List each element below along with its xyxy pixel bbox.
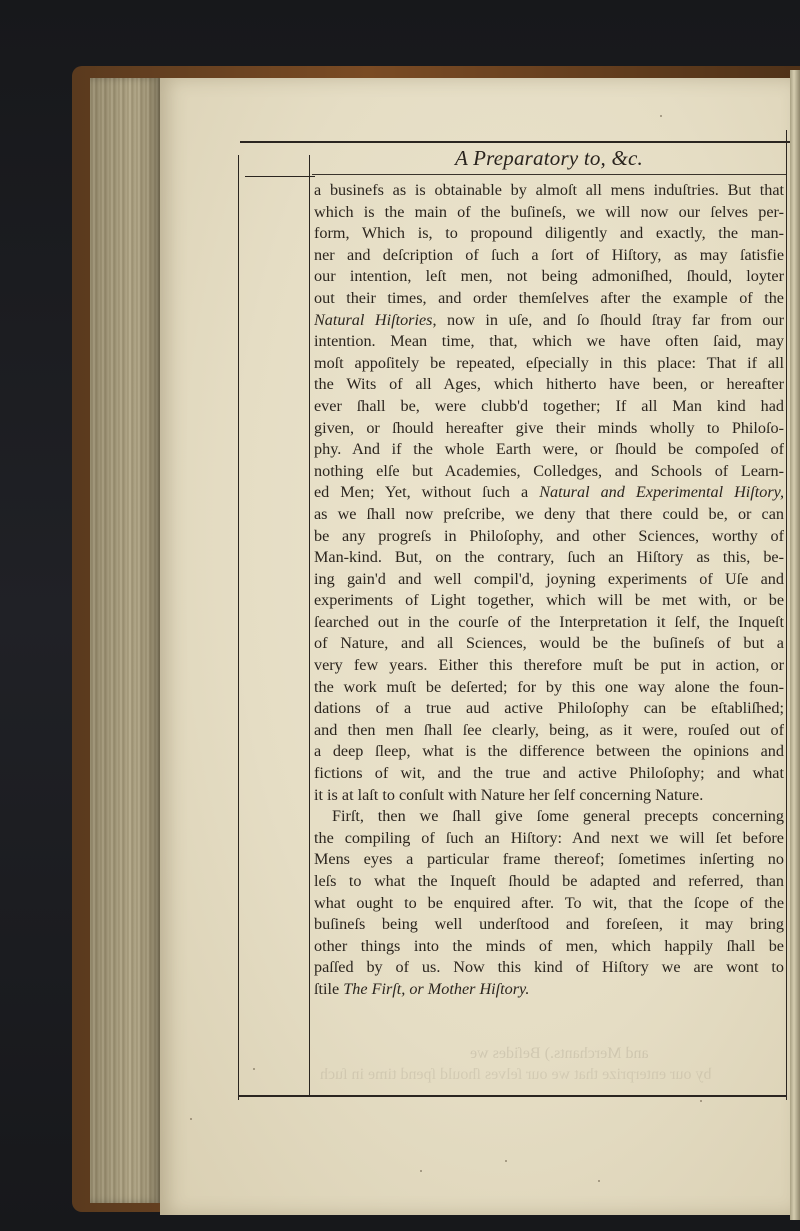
- text-line: [314, 720, 784, 742]
- text-segment: nothing elſe but Academies, Colledges, and Schools of Learn-: [314, 461, 784, 480]
- text-line: [314, 612, 784, 634]
- text-line: [314, 871, 784, 893]
- frame-right-rule: [786, 130, 787, 1100]
- text-segment: ing gain'd and well compil'd, joyning experiments of Uſe and: [314, 569, 784, 588]
- text-line: [314, 677, 784, 699]
- frame-outer-left-rule: [238, 155, 239, 1100]
- text-segment: moſt appoſitely be repeated, eſpecially in this place: That if all: [314, 353, 784, 372]
- text-line: [314, 245, 784, 267]
- text-line: [314, 914, 784, 936]
- text-segment: it is at laſt to conſult with Nature her ſelf concerning Nature.: [314, 785, 704, 804]
- text-segment: ſearched out in the courſe of the Interpretation it ſelf, the Inqueſt: [314, 612, 784, 631]
- bleed-through-text: by our enterprize that we our ſelves ſhould ſpend time in ſuch: [320, 1066, 712, 1083]
- text-segment: form, Which is, to propound diligently and exactly, the man-: [314, 224, 784, 243]
- text-segment: given, or ſhould hereafter give their minds wholly to Philoſo-: [314, 418, 784, 437]
- text-segment: ſtile: [314, 979, 344, 998]
- text-line: [314, 331, 784, 353]
- text-segment: which is the main of the buſineſs, we will now our ſelves per-: [314, 202, 784, 221]
- text-line: [314, 202, 784, 224]
- text-segment: what ought to be enquired after. To wit, that the ſcope of the: [314, 893, 784, 912]
- frame-inner-left-rule: [309, 155, 310, 1095]
- text-line: [314, 698, 784, 720]
- text-segment: very few years. Either this therefore muſt be put in action, or: [314, 656, 784, 675]
- text-segment: the work muſt be deſerted; for by this one way alone the foun-: [314, 677, 784, 696]
- text-line: [314, 785, 784, 807]
- header-underline: [312, 174, 786, 175]
- text-segment: our intention, leſt men, not being admoniſhed, ſhould, loyter: [314, 267, 784, 286]
- text-line: [314, 396, 784, 418]
- text-line: [314, 569, 784, 591]
- text-line: [314, 353, 784, 375]
- text-line: [314, 849, 784, 871]
- text-segment: phy. And if the whole Earth were, or ſhould be compoſed of: [314, 440, 784, 459]
- text-segment: a deep ſleep, what is the difference between the opinions and: [314, 742, 784, 761]
- italic-text-segment: The Firſt, or Mother Hiſtory.: [343, 979, 530, 998]
- body-text: [314, 180, 784, 1001]
- text-line: [314, 374, 784, 396]
- text-segment: the compiling of ſuch an Hiſtory: And next we will ſet before: [314, 828, 784, 847]
- text-segment: , now in uſe, and ſo ſhould ſtray far from our: [432, 310, 784, 329]
- margin-rule: [245, 176, 315, 177]
- text-segment: and then men ſhall ſee clearly, being, as it were, rouſed out of: [314, 720, 784, 739]
- frame-top-rule: [240, 141, 790, 143]
- text-line: [314, 223, 784, 245]
- text-line: [314, 310, 784, 332]
- italic-text-segment: Natural and Experimental Hiſtory,: [539, 483, 784, 502]
- text-line: [314, 806, 784, 828]
- text-line: [314, 180, 784, 202]
- text-line: [314, 482, 784, 504]
- text-line: [314, 655, 784, 677]
- frame-bottom-rule: [238, 1095, 787, 1097]
- text-line: [314, 418, 784, 440]
- text-segment: Mens eyes a particular frame thereof; ſometimes inſerting no: [314, 850, 784, 869]
- text-line: [314, 936, 784, 958]
- text-line: [314, 547, 784, 569]
- text-segment: leſs to what the Inqueſt ſhould be adapted and referred, than: [314, 872, 784, 890]
- text-line: [314, 504, 784, 526]
- text-line: [314, 763, 784, 785]
- text-segment: Firſt, then we ſhall give ſome general precepts concerning: [332, 807, 784, 826]
- text-segment: be any progreſs in Philoſophy, and other Sciences, worthy of: [314, 526, 784, 545]
- text-line: [314, 828, 784, 850]
- page-stack-edge: [90, 78, 162, 1203]
- text-segment: intention. Mean time, that, which we have often ſaid, may: [314, 332, 784, 351]
- text-segment: buſineſs being well underſtood and foreſeen, it may bring: [314, 915, 784, 934]
- text-line: [314, 741, 784, 763]
- italic-text-segment: Natural Hiſtories: [314, 310, 433, 329]
- text-line: [314, 957, 784, 979]
- text-line: [314, 893, 784, 915]
- text-line: [314, 590, 784, 612]
- bleed-through-text: and Merchants.) Beſides we: [470, 1045, 649, 1062]
- text-line: [314, 461, 784, 483]
- text-line: [314, 633, 784, 655]
- text-line: [314, 439, 784, 461]
- text-segment: experiments of Light together, which will be met with, or be: [314, 591, 784, 610]
- text-segment: other things into the minds of men, which happily ſhall be: [314, 936, 784, 955]
- text-line: [314, 979, 784, 1001]
- text-line: [314, 266, 784, 288]
- text-segment: paſſed by of us. Now this kind of Hiſtory we are wont to: [314, 958, 784, 977]
- text-line: [314, 526, 784, 548]
- text-segment: Man-kind. But, on the contrary, ſuch an Hiſtory as this, be-: [314, 548, 784, 567]
- text-segment: as we ſhall now preſcribe, we deny that there could be, or can: [314, 504, 784, 523]
- text-segment: ever ſhall be, were clubb'd together; If all Man kind had: [314, 396, 784, 415]
- right-page-edge: [790, 70, 800, 1220]
- text-segment: ner and deſcription of ſuch a ſort of Hiſtory, as may ſatisfie: [314, 245, 784, 264]
- text-segment: the Wits of all Ages, which hitherto have been, or hereafter: [314, 375, 784, 394]
- text-segment: a businefs as is obtainable by almoſt all mens induſtries. But that: [314, 181, 784, 199]
- running-head: A Preparatory to, &c.: [455, 146, 643, 170]
- text-segment: out their times, and order themſelves after the example of the: [314, 288, 784, 307]
- text-segment: ed Men; Yet, without ſuch a: [314, 483, 540, 502]
- text-segment: fictions of wit, and the true and active Philoſophy; and what: [314, 764, 784, 783]
- text-line: [314, 288, 784, 310]
- text-segment: dations of a true aud active Philoſophy can be eſtabliſhed;: [314, 699, 784, 718]
- text-segment: of Nature, and all Sciences, would be the buſineſs of but a: [314, 634, 784, 653]
